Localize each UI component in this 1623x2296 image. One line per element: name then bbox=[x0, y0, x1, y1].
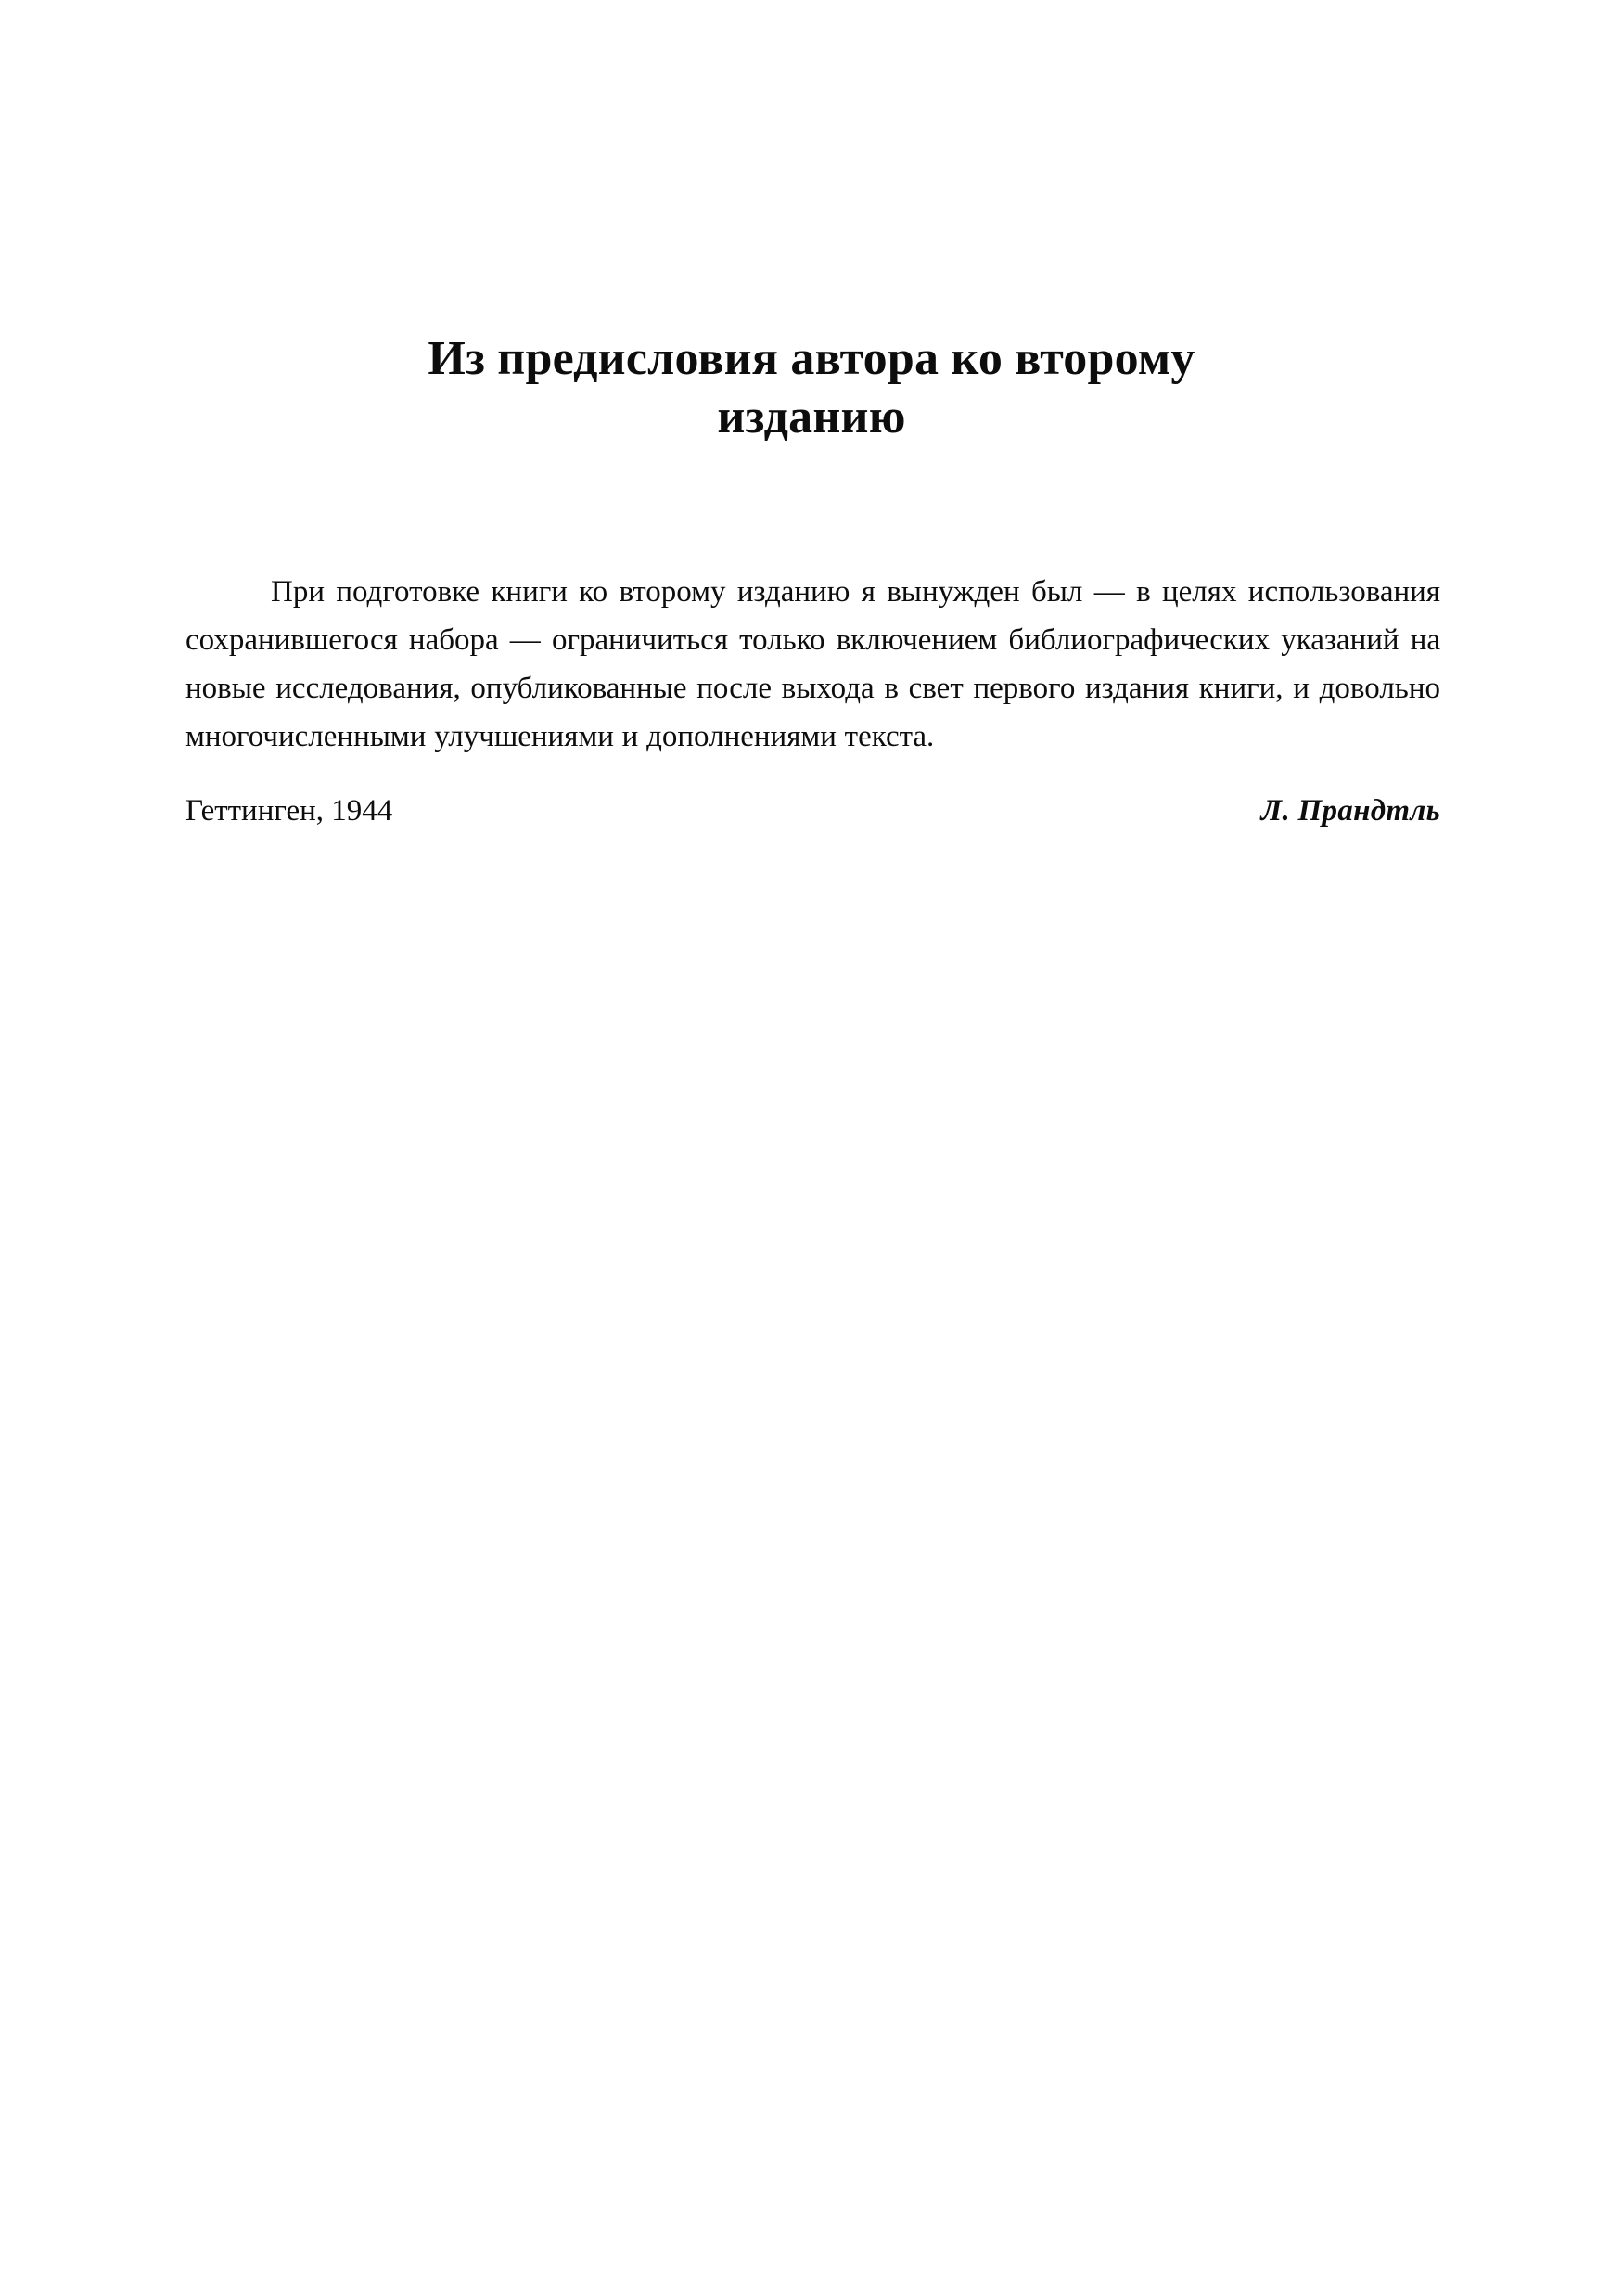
page-title-line-2: изданию bbox=[717, 391, 906, 444]
place-and-date: Геттинген, 1944 bbox=[185, 794, 393, 828]
page-content bbox=[185, 0, 1438, 828]
page-title-line-1: Из предисловия автора ко второму bbox=[428, 332, 1195, 385]
signature-row bbox=[185, 794, 1440, 828]
page-title bbox=[236, 0, 1387, 447]
body-block bbox=[185, 568, 1438, 829]
author-signature: Л. Прандтль bbox=[1260, 794, 1440, 828]
preface-paragraph: При подготовке книги ко второму изданию я вынужден был — в целях использования сохранившегося набора — ограничиться только включением библиографических указаний на новые исследования, опубликованные после выхода в свет первого издания книги, и довольно многочисленными улучшениями и дополнениями текста. bbox=[185, 574, 1440, 754]
